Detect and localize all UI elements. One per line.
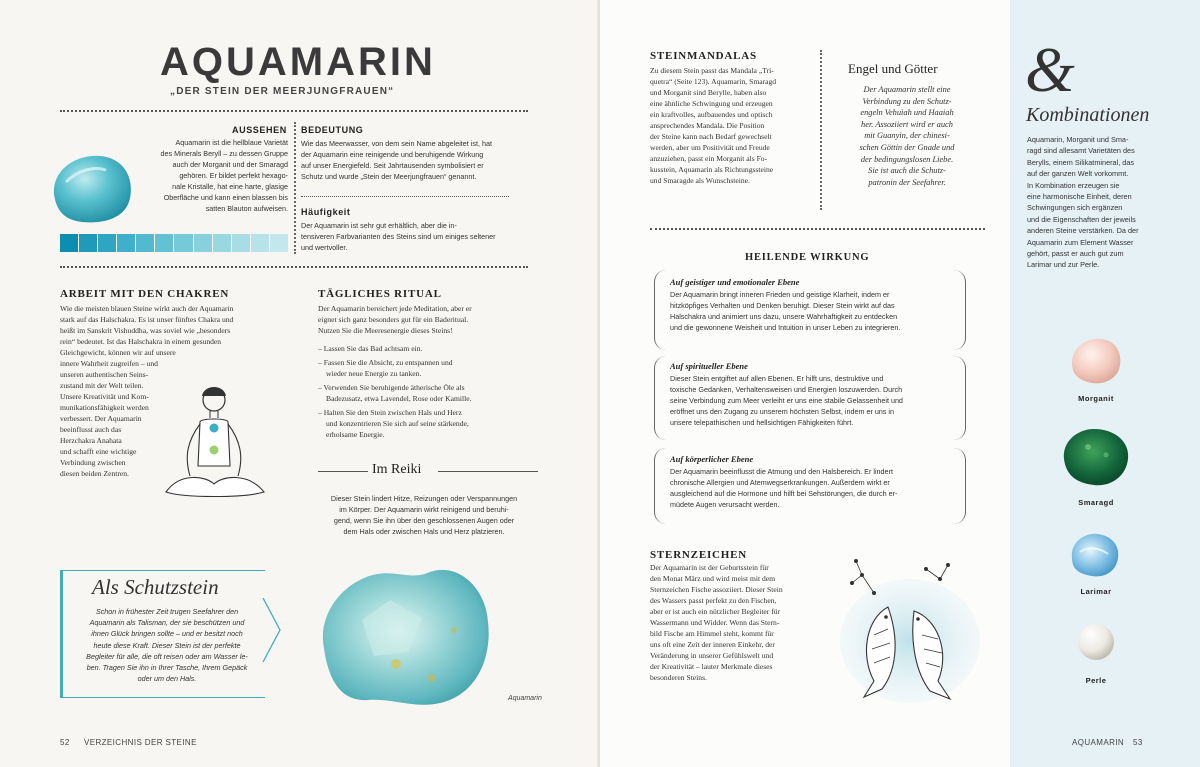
color-swatch: [213, 234, 231, 252]
chakren-line: Verbindung zwischen: [60, 458, 126, 467]
kombinationen-line: gehört, passt er auch gut zum: [1027, 249, 1124, 259]
chakren-heading: ARBEIT MIT DEN CHAKREN: [60, 288, 230, 300]
color-swatch: [136, 234, 154, 252]
chakren-line: stark auf das Halschakra. Es ist unser fünftes Chakra und: [60, 315, 234, 324]
heilende-line: Der Aquamarin bringt inneren Frieden und geistige Klarheit, indem er: [670, 290, 890, 299]
mandalas-heading: STEINMANDALAS: [650, 50, 757, 62]
reiki-line: im Körper. Der Aquamarin wirkt reinigend und beruhi-: [339, 505, 509, 514]
divider: [301, 196, 509, 197]
stone-label-smaragd: Smaragd: [1078, 498, 1114, 507]
pisces-fish-illustration: [830, 545, 980, 715]
bedeutung-line: auf unser Energiefeld. Seit Jahrtausenden symbolisiert er: [301, 161, 484, 170]
haeufigkeit-line: und wertvoller.: [301, 243, 348, 252]
ritual-item-line: – Verwenden Sie beruhigende ätherische Öle als: [318, 383, 465, 392]
aussehen-line: des Minerals Beryll – zu dessen Gruppe: [160, 149, 288, 158]
chakren-line: rein“ bedeutet. Ist das Halschakra in einem gesunden: [60, 337, 222, 346]
stone-label-larimar: Larimar: [1080, 587, 1112, 596]
color-swatch: [270, 234, 288, 252]
chakren-line: beeinflusst auch das: [60, 425, 122, 434]
sternzeichen-line: bild Fische am Himmel steht, kommt für: [650, 629, 774, 638]
mandalas-line: und Morganit sind Berylle, haben also: [650, 88, 767, 97]
reiki-line: Dieser Stein lindert Hitze, Reizungen oder Verspannungen: [330, 494, 518, 503]
heilende-line: unsere telepathischen und hellsichtigen Fähigkeiten führt.: [670, 418, 854, 427]
engel-line: Verbindung zu den Schutz-: [862, 96, 952, 106]
vertical-divider: [294, 122, 296, 254]
reiki-text: [308, 493, 540, 537]
ritual-item-line: – Fassen Sie die Absicht, zu entspannen und: [318, 358, 453, 367]
heilende-block-title: Auf körperlicher Ebene: [670, 454, 754, 464]
mandalas-text: [650, 65, 810, 186]
bedeutung-line: der Aquamarin eine reinigende und beruhigende Wirkung: [301, 150, 484, 159]
engel-text: [832, 84, 982, 188]
ritual-item-line: Badezusatz, etwa Lavendel, Rose oder Kamille.: [326, 394, 472, 403]
mandalas-line: anzuziehen, passt ein Morganit als Fo-: [650, 154, 768, 163]
chakren-line: Gleichgewicht, können wir auf unsere: [60, 348, 176, 357]
aussehen-line: Aquamarin ist die hellblaue Varietät: [175, 138, 288, 147]
mandalas-line: und Smaragde als Wunschsteine.: [650, 176, 750, 185]
chakren-line: heißt im Sanskrit Vishuddha, was soviel wie „besonders: [60, 326, 231, 335]
ritual-list: [318, 343, 538, 440]
schutzstein-line: Begleiter für alle, die oft reisen oder am Wasser le-: [86, 651, 248, 661]
sternzeichen-line: besonderen Steins.: [650, 673, 707, 682]
sternzeichen-line: Wassermann und Widder. Wenn das Stern-: [650, 618, 780, 627]
color-swatch: [251, 234, 269, 252]
chakren-line: innere Wahrheit zugreifen – und: [60, 359, 158, 368]
ritual-item: [318, 407, 538, 440]
kombinationen-heading: Kombinationen: [1026, 104, 1150, 126]
ritual-item-line: – Lassen Sie das Bad achtsam ein.: [318, 344, 423, 353]
engel-line: schen Göttin der Gnade und: [859, 142, 955, 152]
heilende-line: eröffnet uns den Zugang zu unserem höchsten Selbst, indem er uns in: [670, 407, 895, 416]
heilende-line: chronische Allergien und Atemwegserkrankungen. Außerdem wirkt er: [670, 478, 890, 487]
sternzeichen-line: aber er ist auch ein nützlicher Begleiter für: [650, 607, 781, 616]
heilende-heading: HEILENDE WIRKUNG: [745, 252, 870, 263]
ritual-item-line: und konzentrieren Sie sich auf seine stärkende,: [326, 419, 469, 428]
aussehen-line: Oberfläche und kann einen blassen bis: [163, 193, 288, 202]
running-head-right: AQUAMARIN: [1072, 738, 1125, 747]
meditation-figure-illustration: [160, 380, 272, 510]
color-swatch: [98, 234, 116, 252]
running-head-left: VERZEICHNIS DER STEINE: [84, 738, 197, 747]
heilende-line: Halschakra und animiert uns dazu, unsere Wahrhaftigkeit zu entdecken: [670, 312, 898, 321]
aussehen-line: auch der Morganit und der Smaragd: [172, 160, 288, 169]
sternzeichen-text: [650, 562, 820, 683]
image-caption: Aquamarin: [508, 695, 542, 702]
engel-line: engeln Vehuiah und Haaiah: [860, 108, 954, 118]
sternzeichen-line: der Kreativität – lauter Merkmale dieses: [650, 662, 773, 671]
ritual-line: Der Aquamarin bereichert jede Meditation, aber er: [318, 304, 472, 313]
bedeutung-line: Wie das Meerwasser, von dem sein Name abgeleitet ist, hat: [301, 139, 492, 148]
heilende-line: ausgleichend auf die Hormone und hilft bei Sehstörungen, die durch er-: [670, 489, 898, 498]
heilende-line: müdete Augen verursacht werden.: [670, 500, 780, 509]
chakren-line: Wie die meisten blauen Steine wirkt auch der Aquamarin: [60, 304, 234, 313]
bedeutung-heading: BEDEUTUNG: [301, 125, 364, 135]
heilende-block-text: [670, 373, 960, 428]
reiki-rule-left: [318, 471, 368, 472]
heilende-block-title: Auf spiritueller Ebene: [670, 361, 748, 371]
mandalas-line: ansprechendes Mandala. Die Position: [650, 121, 765, 130]
reiki-heading: Im Reiki: [372, 462, 422, 477]
heilende-line: und die gewonnene Weisheit und Intuition in unser Leben zu integrieren.: [670, 323, 901, 332]
kombinationen-text: [1027, 134, 1167, 271]
kombinationen-line: Berylls, einem Silikatmineral, das: [1027, 157, 1135, 167]
color-swatch: [60, 234, 78, 252]
larimar-stone-image: [1066, 528, 1124, 580]
haeufigkeit-line: Der Aquamarin ist sehr gut erhältlich, aber die in-: [301, 221, 457, 230]
page-title: AQUAMARIN: [160, 40, 436, 84]
ritual-item-line: wieder neue Energie zu tanken.: [326, 369, 422, 378]
page-subtitle: „DER STEIN DER MEERJUNGFRAUEN“: [170, 86, 395, 97]
aussehen-line: gehören. Er bildet perfekt hexago-: [179, 171, 288, 180]
divider: [650, 228, 985, 230]
schutzstein-line: ihnen Glück bringen sollte – und er besitzt noch: [91, 629, 243, 639]
kombinationen-line: ragd sind allesamt Varietäten des: [1027, 146, 1135, 156]
chakren-line: zustand mit der Welt teilen.: [60, 381, 144, 390]
ritual-line: Nutzen Sie die Meeresenergie dieses Steins!: [318, 326, 453, 335]
heilende-line: seine Verbindung zum Meer verleiht er uns eine stabile Gelassenheit und: [670, 396, 903, 405]
schutzstein-heading: Als Schutzstein: [92, 575, 219, 599]
heilende-line: Dieser Stein entgiftet auf allen Ebenen. Er hilft uns, destruktive und: [670, 374, 884, 383]
ritual-item: [318, 382, 538, 404]
sternzeichen-line: Veränderung in unserer Gefühlswelt und: [650, 651, 774, 660]
ritual-item-line: – Halten Sie den Stein zwischen Hals und Herz: [318, 408, 462, 417]
reiki-line: dem Hals oder zwischen Hals und Herz platzieren.: [343, 527, 505, 536]
schutzstein-line: heute diese Kraft. Dieser Stein ist der perfekte: [93, 640, 241, 650]
reiki-line: gend, wenn Sie ihn über den geschlossenen Augen oder: [333, 516, 515, 525]
kombinationen-line: und die Eigenschaften der jeweils: [1027, 214, 1136, 224]
mandalas-line: werden, aber um Positivität und Freude: [650, 143, 770, 152]
sternzeichen-line: Sternzeichen Fische assoziiert. Dieser Stein: [650, 585, 783, 594]
ritual-item: [318, 357, 538, 379]
sternzeichen-line: Der Aquamarin ist der Geburtsstein für: [650, 563, 769, 572]
mandalas-line: ein kraftvolles, aufbauendes und optisch: [650, 110, 773, 119]
kombinationen-line: eine harmonische Einheit, deren: [1027, 192, 1132, 202]
kombinationen-line: Schwingungen sich ergänzen: [1027, 203, 1123, 213]
kombinationen-line: auf der ganzen Welt vorkommt.: [1027, 169, 1129, 179]
mandalas-line: Zu diesem Stein passt das Mandala „Tri-: [650, 66, 774, 75]
chakren-line: unseren authentischen Seins-: [60, 370, 149, 379]
aussehen-text: [120, 137, 288, 214]
reiki-rule-right: [438, 471, 538, 472]
ritual-line: eignet sich ganz besonders gut für ein Baderitual.: [318, 315, 469, 324]
ritual-item: [318, 343, 538, 354]
schutzstein-line: ben. Tragen Sie ihn in Ihrer Tasche, Ihrem Gepäck: [86, 663, 248, 673]
color-swatch: [174, 234, 192, 252]
heilende-block-text: [670, 289, 960, 333]
mandalas-line: kusstein, Aquamarin als Richtungssteine: [650, 165, 774, 174]
sternzeichen-heading: STERNZEICHEN: [650, 549, 748, 561]
schutzstein-text: [72, 606, 262, 684]
aquamarin-raw-stone-image: [312, 560, 502, 710]
mandalas-line: der Steine kann nach Bedarf gewechselt: [650, 132, 772, 141]
haeufigkeit-heading: Häufigkeit: [301, 207, 351, 217]
heilende-block-text: [670, 466, 960, 510]
stone-label-perle: Perle: [1085, 676, 1107, 685]
chakren-line: diesen beiden Zentren.: [60, 469, 129, 478]
aussehen-heading: AUSSEHEN: [232, 125, 287, 135]
color-swatch: [79, 234, 97, 252]
engel-line: mit Guanyin, der chinesi-: [864, 131, 950, 141]
ritual-heading: TÄGLICHES RITUAL: [318, 288, 442, 300]
color-swatch: [155, 234, 173, 252]
heilende-line: toxische Gedanken, Verhaltensweisen und Energien loszuwerden. Durch: [670, 385, 903, 394]
divider: [60, 110, 528, 112]
mandalas-line: eine ähnliche Schwingung und erzeugen: [650, 99, 773, 108]
aussehen-line: nale Kristalle, hat eine harte, glasige: [172, 182, 288, 191]
engel-line: Der Aquamarin stellt eine: [863, 85, 951, 94]
heilende-line: hitzköpfiges Verhalten und Denken beruhigt. Dieser Stein wirkt auf das: [670, 301, 895, 310]
color-swatch: [232, 234, 250, 252]
chakren-line: verbessert. Der Aquamarin: [60, 414, 142, 423]
kombinationen-line: Aquamarin, Morganit und Sma-: [1027, 135, 1129, 144]
chakren-line: Unsere Kreativität und Kom-: [60, 392, 149, 401]
sternzeichen-line: des Wassers passt perfekt zu den Fischen,: [650, 596, 777, 605]
color-scale-bar: [60, 234, 288, 252]
engel-line: Sie ist auch die Schutz-: [868, 166, 946, 176]
haeufigkeit-line: tensiveren Farbvarianten des Steins sind um einiges seltener: [301, 232, 496, 241]
heilende-block-title: Auf geistiger und emotionaler Ebene: [670, 277, 800, 287]
morganit-stone-image: [1068, 335, 1124, 387]
sternzeichen-line: uns oft eine Zeit der inneren Einkehr, der: [650, 640, 775, 649]
heilende-line: Der Aquamarin beeinflusst die Atmung und den Halsbereich. Er lindert: [670, 467, 893, 476]
sternzeichen-line: den Monat März und wird meist mit dem: [650, 574, 776, 583]
bedeutung-text: [301, 138, 526, 182]
kombinationen-line: In Kombination erzeugen sie: [1027, 180, 1120, 190]
divider: [60, 266, 528, 268]
chakren-line: Herzchakra Anahata: [60, 436, 122, 445]
smaragd-stone-image: [1060, 425, 1132, 489]
color-swatch: [194, 234, 212, 252]
ritual-item-line: erholsame Energie.: [326, 430, 385, 439]
stone-label-morganit: Morganit: [1078, 394, 1114, 403]
engel-line: der bedingungslosen Liebe.: [860, 154, 954, 164]
page-number-right: 53: [1133, 738, 1143, 747]
aussehen-line: satten Blauton aufweisen.: [205, 204, 288, 213]
engel-heading: Engel und Götter: [848, 61, 938, 76]
engel-line: her. Assoziiert wird er auch: [861, 119, 953, 129]
schutzstein-line: Aquamarin als Talisman, der sie beschützen und: [89, 618, 245, 628]
engel-line: patronin der Seefahrer.: [868, 177, 946, 187]
aquamarin-tumbled-stone-image: [48, 148, 136, 228]
chakren-line: und schafft eine wichtige: [60, 447, 137, 456]
kombinationen-line: anderen Steine verstärken. Da der: [1027, 226, 1139, 236]
kombinationen-line: Aquamarin zum Element Wasser: [1027, 237, 1134, 247]
perle-image: [1076, 622, 1116, 662]
chevron-right-icon: [262, 598, 282, 662]
kombinationen-line: Larimar und zur Perle.: [1027, 260, 1100, 270]
ritual-intro: [318, 303, 538, 336]
schutzstein-line: Schon in frühester Zeit trugen Seefahrer den: [95, 607, 239, 616]
ampersand-ornament: &: [1025, 34, 1075, 105]
chakren-line: munikationsfähigkeit werden: [60, 403, 149, 412]
vertical-divider: [820, 50, 822, 210]
schutzstein-line: oder um den Hals.: [137, 674, 197, 684]
haeufigkeit-text: [301, 220, 526, 253]
bedeutung-line: Schutz und wurde „Stein der Meerjungfrauen“ genannt.: [301, 172, 477, 181]
mandalas-line: quetra“ (Seite 123). Aquamarin, Smaragd: [650, 77, 777, 86]
color-swatch: [117, 234, 135, 252]
page-number-left: 52: [60, 738, 70, 747]
